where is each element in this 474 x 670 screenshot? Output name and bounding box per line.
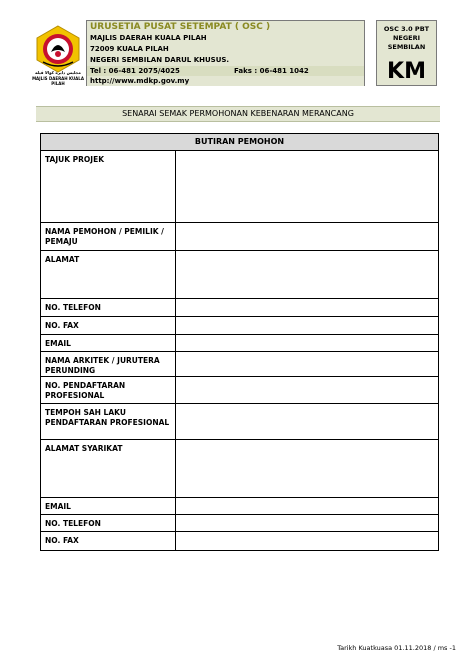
form-row-registration-no [41,377,438,404]
km-code-box [376,20,437,86]
form-label: ALAMAT SYARIKAT [45,444,123,453]
form-row-fax [41,317,438,335]
applicant-name-field[interactable] [175,223,438,250]
form-label: TEMPOH SAH LAKU PENDAFTARAN PROFESIONAL [45,408,170,427]
address-field[interactable] [175,251,438,298]
form-label: NO. TELEFON [45,519,101,528]
km-line-1: OSC 3.0 PBT [383,25,430,33]
project-title-field[interactable] [175,151,438,222]
form-label: NO. PENDAFTARAN PROFESIONAL [45,381,126,400]
company-fax-field[interactable] [175,532,438,550]
form-label: NAMA PEMOHON / PEMILIK / PEMAJU [45,227,164,246]
page-title: SENARAI SEMAK PERMOHONAN KEBENARAN MERANCANG [36,106,440,122]
logo-caption [28,70,88,86]
osc-web-link[interactable]: http://www.mdkp.gov.my [87,76,364,86]
form-label: NO. FAX [45,321,79,330]
fax-field[interactable] [175,317,438,334]
form-label: NO. TELEFON [45,303,101,312]
osc-line-3: NEGERI SEMBILAN DARUL KHUSUS. [87,55,364,66]
company-phone-field[interactable] [175,515,438,531]
registration-validity-field[interactable] [175,404,438,439]
effective-date-footer: Tarikh Kuatkuasa 01.11.2018 / ms -1 [337,644,456,652]
architect-name-field[interactable] [175,352,438,376]
company-email-field[interactable] [175,498,438,514]
form-label: NAMA ARKITEK / JURUTERA PERUNDING [45,356,160,375]
form-row-company-fax [41,532,438,550]
logo-caption-text: MAJLIS DAERAH KUALA PILAH [32,76,84,86]
form-label: EMAIL [45,339,71,348]
registration-no-field[interactable] [175,377,438,403]
osc-info-box [86,20,365,86]
osc-line-1: MAJLIS DAERAH KUALA PILAH [87,33,364,44]
form-row-architect [41,352,438,377]
email-field[interactable] [175,335,438,351]
form-row-company-phone [41,515,438,532]
company-address-field[interactable] [175,440,438,497]
form-row-project-title [41,151,438,223]
osc-faks: Faks : 06-481 1042 [234,67,309,75]
form-row-address [41,251,438,299]
form-row-applicant-name [41,223,438,251]
form-label: NO. FAX [45,536,79,545]
logo-caption-jawi: مجليس دايره كوالا ڤيله [35,70,81,75]
km-code: KM [387,59,426,84]
form-label: TAJUK PROJEK [45,155,105,164]
form-label: EMAIL [45,502,71,511]
form-row-company-email [41,498,438,515]
phone-field[interactable] [175,299,438,316]
form-row-phone [41,299,438,317]
form-row-email [41,335,438,352]
form-heading: BUTIRAN PEMOHON [41,134,438,151]
form-label: ALAMAT [45,255,80,264]
osc-contact-row [87,66,364,76]
km-line-2: NEGERI [392,34,421,42]
osc-title: URUSETIA PUSAT SETEMPAT ( OSC ) [87,21,364,33]
km-line-3: SEMBILAN [387,43,426,51]
applicant-details-form [40,133,439,551]
form-row-company-address [41,440,438,498]
osc-tel: Tel : 06-481 2075/4025 [90,67,180,75]
osc-line-2: 72009 KUALA PILAH [87,44,364,55]
form-row-registration-validity [41,404,438,440]
